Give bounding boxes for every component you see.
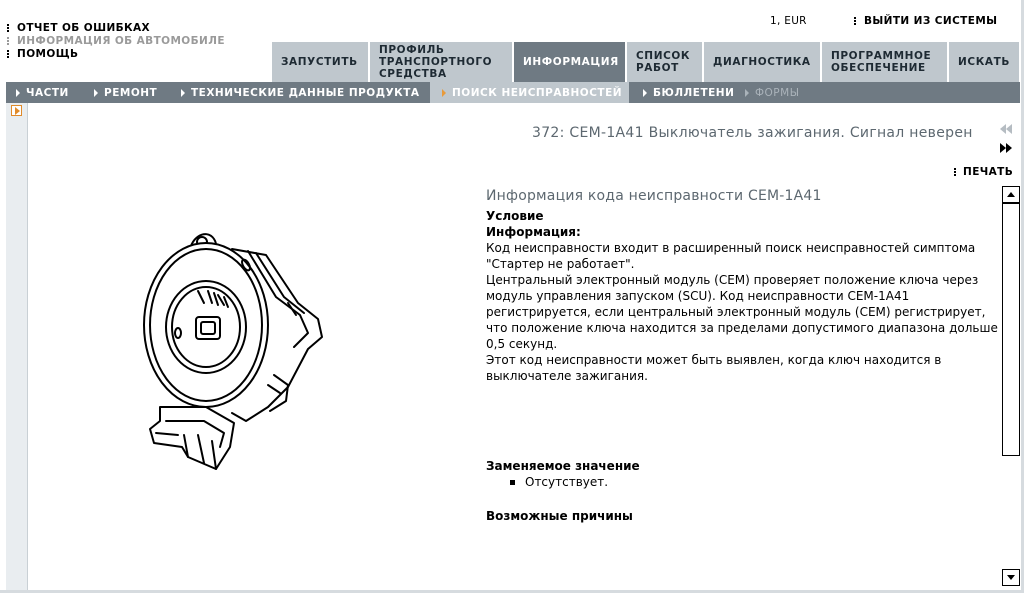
dots-icon — [6, 36, 12, 45]
subnav-parts[interactable] — [6, 82, 94, 103]
sub-navigation — [6, 82, 1020, 103]
vehicle-info-link[interactable] — [6, 34, 225, 47]
print-label: ПЕЧАТЬ — [963, 166, 1014, 178]
info-paragraph: Код неисправности входит в расширенный поиск неисправностей симптома "Стартер не работает". — [486, 241, 976, 271]
help-label: ПОМОЩЬ — [17, 47, 79, 60]
tab-work-list[interactable]: СПИСОК РАБОТ — [627, 42, 702, 82]
arrow-right-icon — [745, 89, 749, 97]
top-links — [6, 21, 225, 60]
arrow-right-icon — [643, 89, 647, 97]
condition-heading: Условие — [486, 209, 544, 223]
subnav-technical-data[interactable] — [181, 82, 430, 103]
info-paragraph: Этот код неисправности может быть выявлен, когда ключ находится в выключателе зажигания. — [486, 353, 942, 383]
subnav-bulletins[interactable] — [629, 82, 745, 103]
section-title: Информация кода неисправности CEM-1A41 — [486, 188, 822, 204]
user-info: 1, EUR — [770, 15, 807, 27]
dots-icon — [953, 168, 959, 177]
side-panel-strip — [6, 103, 28, 591]
subnav-label: РЕМОНТ — [104, 86, 158, 99]
subnav-troubleshooting[interactable] — [430, 82, 629, 103]
arrow-right-icon — [94, 89, 98, 97]
scroll-up-icon[interactable] — [1002, 186, 1020, 203]
scroll-down-icon[interactable] — [1002, 569, 1020, 586]
logout-label: ВЫЙТИ ИЗ СИСТЕМЫ — [864, 15, 998, 27]
dots-icon — [6, 49, 12, 58]
subnav-label: БЮЛЛЕТЕНИ — [653, 86, 735, 99]
error-report-link[interactable] — [6, 21, 225, 34]
arrow-right-icon — [181, 89, 185, 97]
logout-link[interactable] — [853, 15, 997, 27]
previous-page-icon[interactable] — [1000, 124, 1014, 134]
error-report-label: ОТЧЕТ ОБ ОШИБКАХ — [17, 21, 151, 34]
vehicle-info-label: ИНФОРМАЦИЯ ОБ АВТОМОБИЛЕ — [17, 34, 225, 47]
next-page-icon[interactable] — [1000, 143, 1014, 153]
dots-icon — [6, 23, 12, 32]
subnav-label: ЧАСТИ — [26, 86, 69, 99]
list-item — [510, 474, 998, 490]
content-scrollbar[interactable] — [1002, 186, 1020, 586]
replacement-heading: Заменяемое значение — [486, 459, 640, 473]
subnav-label: ПОИСК НЕИСПРАВНОСТЕЙ — [452, 86, 623, 99]
dots-icon — [853, 17, 859, 26]
arrow-right-icon — [16, 89, 20, 97]
info-heading: Информация: — [486, 225, 581, 239]
subnav-label: ФОРМЫ — [755, 86, 800, 99]
tab-vehicle-profile[interactable]: ПРОФИЛЬ ТРАНСПОРТНОГО СРЕДСТВА — [370, 42, 512, 82]
tab-information[interactable]: ИНФОРМАЦИЯ — [514, 42, 625, 82]
subnav-forms[interactable] — [745, 82, 825, 103]
print-link[interactable] — [953, 166, 1013, 178]
subnav-label: ТЕХНИЧЕСКИЕ ДАННЫЕ ПРОДУКТА — [191, 86, 420, 99]
arrow-right-icon — [442, 89, 446, 97]
expand-panel-icon[interactable] — [11, 105, 22, 116]
document-title: 372: CEM-1A41 Выключатель зажигания. Сигнал неверен — [532, 125, 973, 141]
tab-search[interactable]: ИСКАТЬ — [949, 42, 1019, 82]
ignition-switch-illustration — [138, 225, 338, 470]
tab-diagnostics[interactable]: ДИАГНОСТИКА — [704, 42, 820, 82]
scrollbar-thumb[interactable] — [1002, 203, 1020, 456]
main-tabs — [272, 42, 1019, 82]
tab-start[interactable]: ЗАПУСТИТЬ — [272, 42, 368, 82]
help-link[interactable] — [6, 47, 225, 60]
subnav-repair[interactable] — [94, 82, 181, 103]
info-paragraph: Центральный электронный модуль (CEM) проверяет положение ключа через модуль управления запуском (SCU). Код неисправности CEM-1A41 регистрируется, если центральный электронный модуль (CEM) регистрирует, что положение ключа находится за пределами допустимого диапазона дольше 0,5 секунд. — [486, 273, 998, 351]
document-content — [486, 186, 998, 590]
list-item-text: Отсутствует. — [525, 475, 609, 489]
tab-software[interactable]: ПРОГРАММНОЕ ОБЕСПЕЧЕНИЕ — [822, 42, 947, 82]
causes-heading: Возможные причины — [486, 509, 633, 523]
